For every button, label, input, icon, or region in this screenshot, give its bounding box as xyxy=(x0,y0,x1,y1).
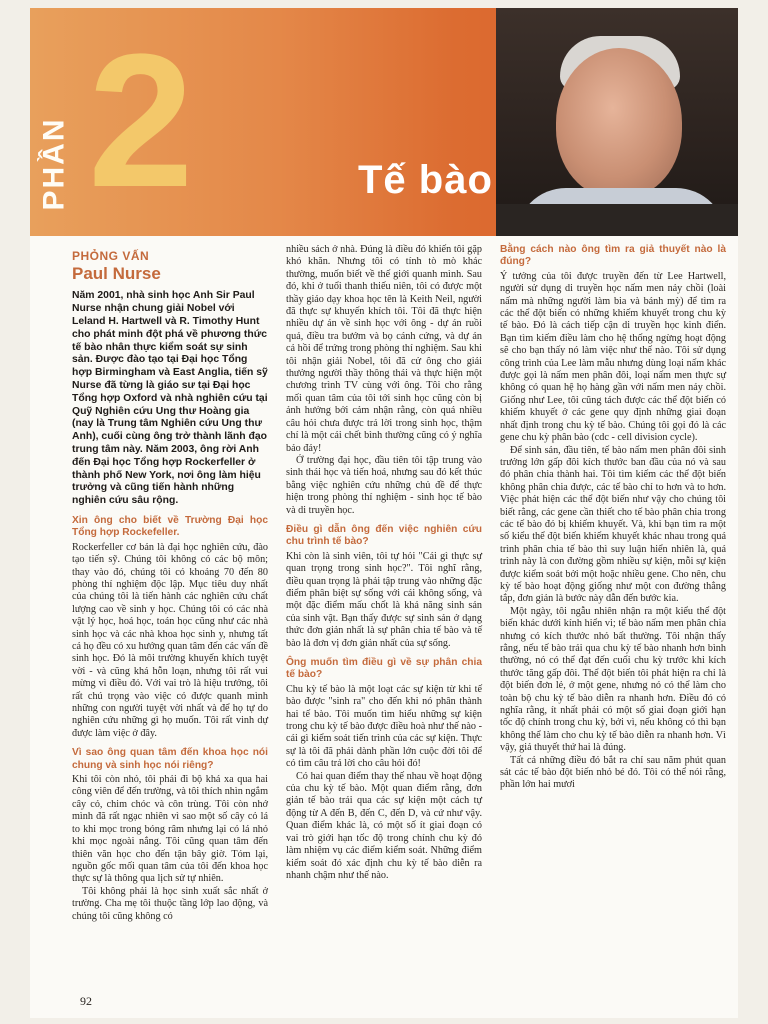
chapter-banner xyxy=(30,8,738,236)
interviewee-name: Paul Nurse xyxy=(72,264,161,284)
answer-paragraph: Khi còn là sinh viên, tôi tự hỏi "Cái gì thực sự quan trọng trong sinh học?". Tôi nghĩ rằng, điều quan trọng là phải tập trung vào những đặc điểm phân biệt sự sống với cái không sống, và một đặc điểm mấu chốt là khả năng sinh sản của sinh vật. Bạn thấy được sự sinh sản ở dạng thức đơn giản nhất là sự phân chia tế bào và tế bào là đơn vị đơn giản nhất của sự sống. xyxy=(286,550,482,649)
page-number: 92 xyxy=(80,994,92,1008)
portrait-jacket xyxy=(496,204,738,236)
column-1 xyxy=(72,250,268,923)
question-heading: Xin ông cho biết về Trường Đại học Tổng hợp Rockefeller. xyxy=(72,514,268,539)
part-word: PHẦN xyxy=(37,117,71,211)
question-heading: Điều gì dẫn ông đến việc nghiên cứu chu trình tế bào? xyxy=(286,523,482,548)
answer-paragraph: Tất cả những điều đó bắt ra chỉ sau năm phút quan sát các tế bào đột biến nhỏ bé đó. Tôi có thể nói rằng, phần lớn hai mươi xyxy=(500,754,726,791)
question-heading: Vì sao ông quan tâm đến khoa học nói chung và sinh học nói riêng? xyxy=(72,747,268,771)
question-heading: Bằng cách nào ông tìm ra giả thuyết nào là đúng? xyxy=(500,244,726,268)
portrait-photo xyxy=(496,8,738,236)
answer-paragraph: nhiều sách ở nhà. Đúng là điều đó khiến tôi gặp khó khăn. Nhưng tôi có tính tò mò khác thường, muốn biết về thế giới quanh mình. Sau đó, khi ở tuổi thanh thiếu niên, tôi có được một thầy giáo dạy khoa học tên là Keith Neil, người đã thực sự khuyến khích tôi. Tôi đã thực hiện nhiều dự án về sinh học với ông - dự án ruồi quả, điều tra bướm và bọ cánh cứng, và dự án cả hồi để trứng trong phòng thí nghiệm. Sau khi tôi nhận giải Nobel, tôi đã cử ông cho giải thưởng người thầy thông thái và thực hiện một chương trình TV cùng với ông. Tôi cho rằng mối quan tâm của tôi tới sinh học cũng còn bị ảnh hưởng bởi cảm nhận rằng, còn quá nhiều câu hỏi chưa được trả lời trong sinh học, thậm chí là một cái chết bình thường cũng có ý nghĩa bảo đảy! xyxy=(286,244,482,454)
question-heading: Ông muốn tìm điều gì về sự phân chia tế bào? xyxy=(286,657,482,681)
column-3 xyxy=(500,244,726,792)
chapter-title: Tế bào xyxy=(358,158,493,202)
answer-paragraph: Ý tưởng của tôi được truyền đến từ Lee Hartwell, người sử dụng di truyền học nấm men nảy chồi (loài nấm mà những người làm bia và bánh mỳ) để tìm ra các thể đột biến có những khiếm khuyết trong chu kỳ tế bào. Đó là cách tiếp cận di truyền học kinh điển. Bạn tìm kiếm điều làm cho hệ thống ngừng hoạt động sẽ cho bạn thấy nó làm việc như thế nào. Tôi sử dụng công trình của Lee làm mẫu nhưng dùng loại nấm khác được gọi là nấm men phân đôi, loại nấm men thực sự không có quan hệ họ hàng gần với nấm men nảy chồi. Giống như Lee, tôi cũng tách được các thể đột biến có khiếm khuyết ở các gene quy định những giai đoạn nhất định trong chu kỳ tế bào. Chúng tôi gọi đó là các gene chu kỳ phân bào (cdc - cell division cycle). xyxy=(500,270,726,444)
part-label xyxy=(34,104,74,224)
answer-paragraph: Rockerfeller cơ bản là đại học nghiên cứu, đào tạo tiến sỹ. Chúng tôi không có các bộ môn; thay vào đó, chúng tôi có khoảng 70 đến 80 phòng thí nghiệm độc lập. Mục tiêu duy nhất của chúng tôi là tiến hành các nghiên cứu chất lượng cao về sinh y học. Chúng tôi có các nhà vật lý học, hoá học, toán học cũng như các nhà sinh học và các nhà khoa học sinh y, nhưng tất cả họ đều có xu hướng quan tâm đến các vấn đề sinh học. Đó là môi trường khuyến khích tuyệt vời - và cũng khá hỗn loạn, nhưng tôi rất vui mừng vì điều đó. Với vai trò là hiệu trưởng, tôi rất chú trọng vào việc có được quanh mình những con người tuyệt vời nhất và để họ tự do nghiên cứu những gì họ muốn. Tôi rất vinh dự được làm việc ở đây. xyxy=(72,541,268,739)
book-page xyxy=(30,8,738,1018)
answer-paragraph: Tôi không phải là học sinh xuất sắc nhất ở trường. Cha mẹ tôi thuộc tầng lớp lao động, và chúng tôi cũng không có xyxy=(72,885,268,922)
portrait-face xyxy=(556,48,682,198)
column-2 xyxy=(286,244,482,882)
answer-paragraph: Có hai quan điểm thay thế nhau về hoạt động của chu kỳ tế bào. Một quan điểm rằng, đơn giản tế bào trải qua các sự kiện một cách tự động từ A đến B, đến C, đến D, và cứ như vậy. Quan điểm khác là, có một số ít giai đoạn có vai trò giới hạn tốc độ trong chính chu kỳ đó làm nhiệm vụ các điểm kiểm soát. Những điểm kiểm soát đó xác định chu kỳ tế bào diễn ra nhanh chậm như thế nào. xyxy=(286,770,482,881)
answer-paragraph: Chu kỳ tế bào là một loạt các sự kiện từ khi tế bào được "sinh ra" cho đến khi nó phân thành hai tế bào. Tôi muốn tìm hiểu những sự kiện trong chu kỳ tế bào được điều hoà như thế nào - cái gì kiểm soát tiến trình của các sự kiện. Thực sự là tôi đã phải dành phần lớn cuộc đời tôi để có tìm câu trả lời cho câu hỏi đó! xyxy=(286,683,482,770)
answer-paragraph: Để sinh sản, đầu tiên, tế bào nấm men phân đôi sinh trưởng lớn gấp đôi kích thước ban đầu của nó và sau đó phân chia thành hai. Tôi tìm kiếm các thể đột biến không phân chia được, các tế bào chỉ to hơn và to hơn. Việc phát hiện các thể đột biến như vậy cho chúng tôi biết rằng, các gene cần thiết cho tế bào phân chia trong các tế bào đó bị khiếm khuyết. Và, khi bạn tìm ra một số kiểu thể đột biến khiếm khuyết khác nhau trong quá trình phân chia tế bào thì suy luận hiển nhiên là, quá trình này là con đường gồm nhiều sự kiện, mỗi sự kiện được kiểm soát bởi một hoặc nhiều gene. Cho nên, chu kỳ tế bào hoạt động giống như một con đường thẳng tắp, đơn giản là bước này dẫn đến bước kia. xyxy=(500,444,726,605)
part-number: 2 xyxy=(88,15,194,227)
answer-paragraph: Một ngày, tôi ngẫu nhiên nhận ra một kiểu thể đột biến khác dưới kính hiển vi; tế bào nấm men phân chia nhưng có kích thước nhỏ bất thường. Tôi nhận thấy rằng, nếu tế bào trải qua chu kỳ tế bào nhanh hơn bình thường, nó có thể đạt đến cuối chu kỳ trước khi kích thước tăng gấp đôi. Thể đột biến tôi phát hiện ra chỉ là đột biến đơn lẻ, ở một gene, nhưng nó có thể làm cho toàn bộ chu kỳ tế bào diễn ra nhanh hơn. Điều đó có nghĩa rằng, ít nhất phải có một số giai đoạn giới hạn tốc độ chính trong chu kỳ, bởi vì, nếu không có thì bạn không thể làm cho chu kỳ tế bào diễn ra nhanh hơn. Vì vậy, giả thuyết thứ hai là đúng. xyxy=(500,605,726,754)
answer-paragraph: Ở trường đại học, đầu tiên tôi tập trung vào sinh thái học và tiến hoá, nhưng sau đó kết thúc bằng việc nghiên cứu những chủ đề để thực hiện trong phòng thí nghiệm - sinh học tế bào và di truyền học. xyxy=(286,454,482,516)
answer-paragraph: Khi tôi còn nhỏ, tôi phải đi bộ khá xa qua hai công viên để đến trường, và tôi thích nhìn ngắm cây cỏ, chim chóc và côn trùng. Tôi còn nhớ mình đã rất ngạc nhiên vì sao một số cây cỏ lá to khi mọc trong bóng râm nhưng lại có lá nhỏ khi mọc ngoài nắng. Tôi cũng quan tâm đến thiên văn học cho đến tận bây giờ. Tóm lại, nguồn gốc mối quan tâm của tôi đến khoa học thực sự là thông qua lịch sử tự nhiên. xyxy=(72,774,268,885)
interview-intro: Năm 2001, nhà sinh học Anh Sir Paul Nurse nhận chung giải Nobel với Leland H. Hartwell và R. Timothy Hunt cho phát minh đột phá về phương thức tế bào nhân thực kiểm soát sự sinh sản. Được đào tạo tại Đại học Tổng hợp Birmingham và East Anglia, tiến sỹ Nurse đã từng là giáo sư tại Đại học Tổng hợp Oxford và nhà nghiên cứu tại Quỹ Nghiên cứu Ung thư Hoàng gia (nay là Trung tâm Nghiên cứu Ung thư Anh), cuối cùng ông trở thành lãnh đạo trung tâm này. Năm 2003, ông rời Anh đến Đại học Tổng hợp Rockerfeller ở thành phố New York, nơi ông làm hiệu trưởng và cũng tiến hành những nghiên cứu sâu rộng. xyxy=(72,290,268,507)
interview-label: PHỎNG VẤN xyxy=(72,249,150,263)
